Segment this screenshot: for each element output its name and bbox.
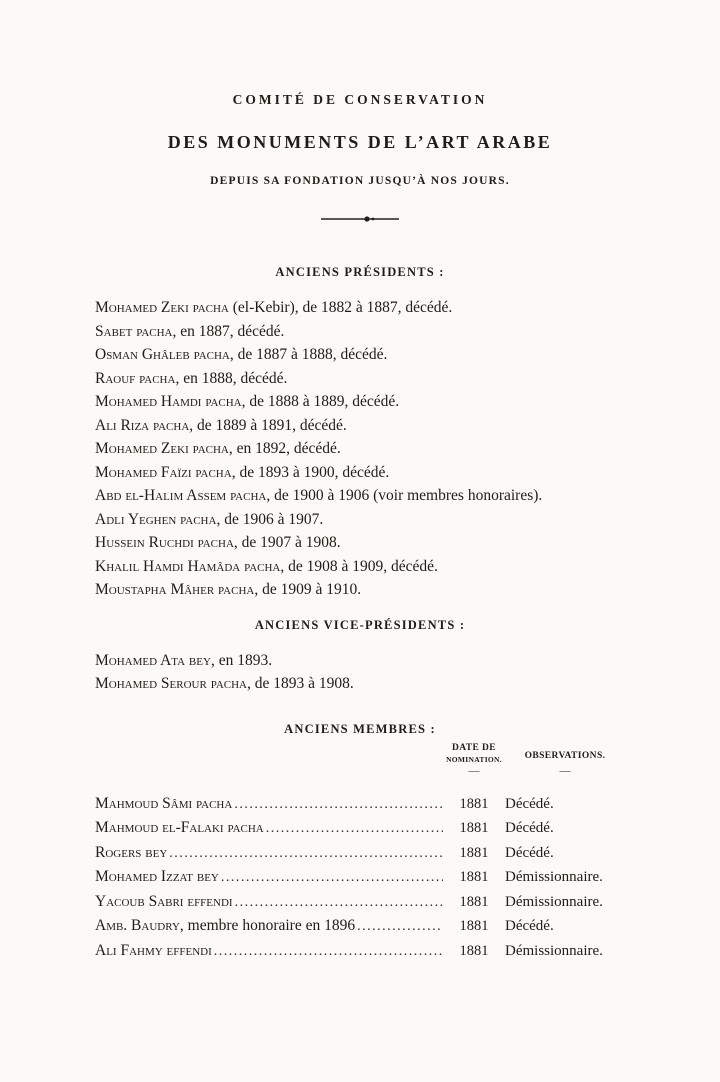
member-row — [95, 890, 625, 915]
person-name: Mahmoud Sâmi pacha — [95, 794, 233, 812]
dot-leader — [232, 792, 443, 817]
person-name: Osman Ghâleb pacha — [95, 346, 230, 363]
header-dash: — — [468, 764, 480, 777]
entry-detail: , de 1893 à 1900, décédé. — [231, 463, 390, 481]
entry-detail: , de 1907 à 1908. — [233, 534, 341, 551]
dot-leader — [264, 816, 443, 841]
person-name: Mohamed Hamdi pacha — [95, 393, 242, 410]
member-row — [95, 792, 625, 817]
member-name-extra: , membre honoraire en 1896 — [179, 917, 356, 934]
person-name: Mohamed Ata bey — [95, 651, 211, 669]
president-entry — [95, 367, 625, 391]
president-entry — [95, 484, 625, 508]
president-entry — [95, 296, 625, 320]
nomination-date: 1881 — [459, 869, 489, 885]
dot-leader — [219, 865, 443, 890]
nomination-date: 1881 — [459, 820, 489, 836]
presidents-list — [95, 296, 625, 602]
entry-detail: , de 1900 à 1906 (voir membres honoraires). — [266, 487, 543, 504]
person-name: Ali Riza pacha — [95, 416, 190, 434]
person-name: Mohamed Serour pacha — [95, 675, 247, 692]
president-entry — [95, 414, 625, 438]
dot-leader — [212, 939, 443, 964]
dot-leader — [167, 841, 443, 866]
member-row — [95, 841, 625, 866]
president-entry — [95, 508, 625, 532]
nomination-date: 1881 — [459, 942, 489, 959]
entry-detail: (el-Kebir), de 1882 à 1887, décédé. — [228, 299, 453, 316]
president-entry — [95, 555, 625, 579]
col-date-label-line1: DATE DE — [451, 742, 497, 753]
observation: Décédé. — [505, 795, 554, 812]
observation: Démissionnaire. — [505, 893, 603, 910]
person-name: Khalil Hamdi Hamâda pacha — [95, 557, 281, 575]
header-dash: — — [559, 764, 571, 777]
section-heading-vice-presidents: ANCIENS VICE-PRÉSIDENTS : — [254, 617, 466, 632]
vice-president-entry — [95, 649, 625, 673]
entry-detail: , de 1909 à 1910. — [254, 581, 362, 598]
person-name: Mohamed Izzat bey — [95, 868, 219, 885]
section-vice-presidents — [95, 618, 625, 696]
president-entry — [95, 578, 625, 602]
nomination-date: 1881 — [459, 918, 489, 934]
entry-detail: , de 1888 à 1889, décédé. — [241, 393, 400, 410]
nomination-date: 1881 — [459, 795, 489, 812]
section-heading-members: ANCIENS MEMBRES : — [284, 721, 436, 736]
section-members — [95, 722, 625, 964]
person-name: Raouf pacha — [95, 369, 176, 387]
person-name: Abd el-Halim Assem pacha — [95, 487, 267, 504]
person-name: Hussein Ruchdi pacha — [95, 534, 234, 551]
section-presidents — [95, 265, 625, 602]
observation: Décédé. — [505, 820, 554, 836]
observation: Démissionnaire. — [505, 942, 603, 959]
members-table-header — [95, 743, 625, 776]
president-entry — [95, 320, 625, 344]
vice-presidents-list — [95, 649, 625, 696]
person-name: Yacoub Sabri effendi — [95, 892, 233, 910]
ornament-rule-icon — [321, 214, 399, 224]
entry-detail: , en 1892, décédé. — [228, 440, 341, 457]
page-title: DES MONUMENTS DE L’ART ARABE — [167, 132, 553, 152]
person-name: Sabet pacha — [95, 322, 173, 340]
member-row — [95, 816, 625, 841]
person-name: Rogers bey — [95, 843, 168, 861]
person-name: Mohamed Zeki pacha — [95, 299, 229, 316]
entry-detail: , en 1888, décédé. — [175, 369, 288, 387]
divider-ornament — [95, 211, 625, 229]
person-name: Moustapha Mâher pacha — [95, 581, 255, 598]
vice-president-entry — [95, 672, 625, 696]
col-date-label-line2: NOMINATION. — [446, 754, 502, 764]
col-observations-label: OBSERVATIONS. — [524, 750, 606, 761]
observation: Décédé. — [505, 918, 554, 934]
nomination-date: 1881 — [459, 844, 489, 861]
member-name — [95, 890, 233, 914]
entry-detail: , de 1893 à 1908. — [247, 675, 354, 692]
entry-detail: , de 1908 à 1909, décédé. — [280, 557, 438, 575]
entry-detail: , en 1887, décédé. — [172, 322, 285, 340]
entry-detail: , en 1893. — [210, 651, 273, 669]
entry-detail: , de 1887 à 1888, décédé. — [229, 346, 388, 363]
member-name — [95, 841, 167, 865]
page-subtitle: DEPUIS SA FONDATION JUSQU’À NOS JOURS. — [210, 175, 510, 187]
dot-leader — [233, 890, 443, 915]
entry-detail: , de 1906 à 1907. — [216, 510, 324, 528]
member-name — [95, 939, 212, 963]
person-name: Adli Yeghen pacha — [95, 510, 217, 528]
person-name: Mahmoud el-Falaki pacha — [95, 819, 264, 836]
person-name: Ali Fahmy effendi — [95, 941, 212, 959]
observation: Décédé. — [505, 844, 554, 861]
person-name: Amb. Baudry — [95, 917, 180, 934]
entry-detail: , de 1889 à 1891, décédé. — [189, 416, 347, 434]
observation: Démissionnaire. — [505, 869, 603, 885]
president-entry — [95, 531, 625, 555]
dot-leader — [355, 914, 443, 939]
col-observations-header — [505, 751, 625, 776]
members-table-body — [95, 792, 625, 964]
member-row — [95, 865, 625, 890]
president-entry — [95, 390, 625, 414]
title-block — [95, 92, 625, 229]
president-entry — [95, 461, 625, 485]
member-row — [95, 939, 625, 964]
committee-title: COMITÉ DE CONSERVATION — [232, 92, 488, 107]
nomination-date: 1881 — [459, 893, 489, 910]
member-name — [95, 816, 264, 840]
president-entry — [95, 343, 625, 367]
person-name: Mohamed Zeki pacha — [95, 440, 229, 457]
person-name: Mohamed Faïzi pacha — [95, 463, 232, 481]
member-row — [95, 914, 625, 939]
section-heading-presidents: ANCIENS PRÉSIDENTS : — [275, 265, 445, 279]
president-entry — [95, 437, 625, 461]
member-name — [95, 914, 355, 938]
member-name — [95, 792, 232, 816]
col-date-header — [443, 743, 505, 776]
member-name — [95, 865, 219, 889]
